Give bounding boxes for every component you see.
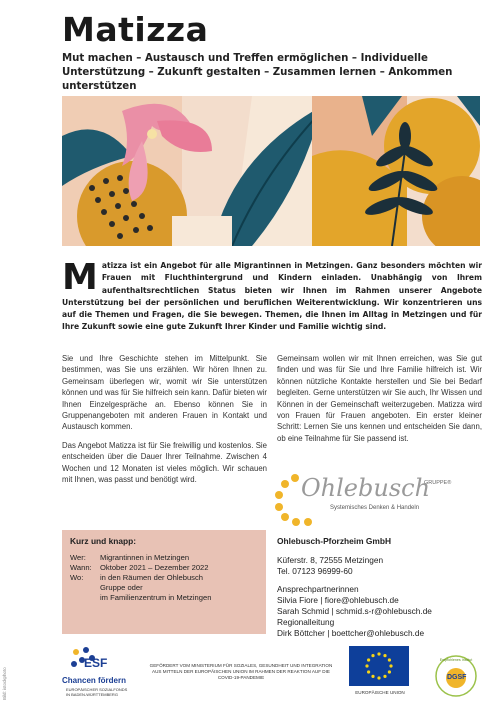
- esf-subline: EUROPÄISCHER SOZIALFONDS: [66, 687, 128, 692]
- info-key: Wann:: [70, 563, 92, 572]
- contact-lead-heading: Regionalleitung: [277, 616, 335, 627]
- intro-text: [62, 257, 482, 334]
- info-key: [70, 593, 100, 603]
- esf-slogan: Chancen fördern: [62, 676, 127, 685]
- info-row: [70, 583, 258, 593]
- contact-person: Sarah Schmid | schmid.s-r@ohlebusch.de: [277, 605, 432, 616]
- body-column-left: [62, 353, 267, 492]
- eu-stars-icon: [349, 646, 409, 686]
- info-value: im Familienzentrum in Metzingen: [100, 593, 212, 602]
- dgsf-label: DGSF: [447, 674, 467, 681]
- esf-mark: ESF: [84, 656, 108, 670]
- page-title: Matizza: [62, 10, 209, 49]
- image-credit: Bild: istockphoto: [2, 667, 7, 700]
- info-key: Wer:: [70, 553, 86, 562]
- kurz-und-knapp-box: [62, 530, 266, 634]
- contact-persons-heading: Ansprechpartnerinnen: [277, 584, 359, 595]
- body-column-right: [277, 353, 482, 451]
- esf-subline: IN BADEN-WÜRTTEMBERG: [66, 692, 118, 697]
- info-row: [70, 553, 258, 563]
- body-paragraph: Sie und Ihre Geschichte stehen im Mittelpunkt. Sie bestimmen, was Sie uns erzählen. Wir hören Ihnen zu. Gemeinsam überlegen wir, womit wir Sie unterstützen können und was für Sie hilfreich sein kann. Dafür bieten wir Ihnen Einzelgespräche an. Ebenso können Sie in Gruppenangeboten mit anderen Frauen in Kontakt und Austausch kommen.: [62, 354, 267, 432]
- contact-person: Silvia Fiore | fiore@ohlebusch.de: [277, 595, 399, 606]
- hero-illustration: [62, 96, 480, 246]
- logo-wordmark: Ohlebusch: [301, 474, 431, 502]
- intro-dropcap: M: [62, 257, 98, 298]
- logo-gruppe: GRUPPE®: [424, 480, 452, 486]
- logo-tagline: Systemisches Denken & Handeln: [330, 505, 420, 511]
- intro-paragraph: atizza ist ein Angebot für alle Migrantinnen in Metzingen. Ganz besonders möchten wir Frauen mit Fluchthintergrund und Kindern einladen. Unabhängig von Ihrem aufenthaltsrechtlichen Status bieten wir Ihnen im Rahmen unserer Angebote Unterstützung bei der persönlichen und beruflichen Weiterentwicklung. Wir konzentrieren uns auf die Themen und Fragen, die Sie bewegen. Themen, die Ihnen im Alltag in Metzingen und für Ihre Zukunft sowie eine gute Zukunft Ihrer Kinder und Familie wichtig sind.: [62, 261, 482, 332]
- dgsf-badge: [434, 654, 478, 698]
- contact-block: [277, 536, 487, 638]
- kurz-und-knapp-heading: Kurz und knapp:: [70, 536, 137, 546]
- body-paragraph: Das Angebot Matizza ist für Sie freiwillig und kostenlos. Sie entscheiden über die Dauer Ihrer Teilnahme. Zwischen 4 Wochen und 12 Monaten ist vieles möglich. Wir schauen mit Ihnen, was passt und benötigt wird.: [62, 440, 267, 485]
- info-key: [70, 583, 100, 593]
- info-value: in den Räumen der Ohlebusch: [100, 573, 204, 582]
- contact-lead: Dirk Böttcher | boettcher@ohlebusch.de: [277, 627, 425, 638]
- eu-flag: [349, 646, 409, 686]
- contact-firm: Ohlebusch-Pforzheim GmbH: [277, 536, 392, 546]
- dgsf-ring-text: Empfohlenes Institut: [439, 658, 473, 662]
- esf-logo: [58, 646, 140, 708]
- info-row: [70, 563, 258, 573]
- funding-note: GEFÖRDERT VOM MINISTERIUM FÜR SOZIALES, GESUNDHEIT UND INTEGRATION AUS MITTELN DER EUROPÄISCHEN UNION IM RAHMEN DER REAKTION AUF DIE COVID-19-PANDEMIE: [149, 663, 333, 680]
- page-subtitle: Mut machen – Austausch und Treffen ermöglichen – Individuelle Unterstützung – Zukunft gestalten – Zusammen lernen – Ankommen unterstützen: [62, 53, 453, 92]
- contact-address: Küferstr. 8, 72555 Metzingen: [277, 554, 384, 565]
- contact-phone: Tel. 07123 96999-60: [277, 565, 353, 576]
- info-row: [70, 573, 258, 583]
- info-value: Oktober 2021 – Dezember 2022: [100, 563, 209, 572]
- info-row: [70, 593, 258, 603]
- body-paragraph: Gemeinsam wollen wir mit Ihnen erreichen, was Sie gut finden und was für Sie und Ihre Familie hilfreich ist. Wir können nützliche Kontakte herstellen und Sie bei Bedarf begleiten. Gerne unterstützen wir Sie auch, Ihr Wissen und Können in der Gemeinschaft weiterzugeben. Matizza wird von Frauen für Frauen angeboten. Ein erster kleiner Schritt: Lernen Sie uns kennen und entscheiden Sie dann, ob eine Teilnahme für Sie passend ist.: [277, 354, 482, 443]
- info-key: Wo:: [70, 573, 84, 582]
- ohlebusch-logo: [273, 470, 483, 526]
- eu-label: EUROPÄISCHE UNION: [355, 690, 405, 695]
- info-value: Gruppe oder: [100, 583, 143, 592]
- info-value: Migrantinnen in Metzingen: [100, 553, 190, 562]
